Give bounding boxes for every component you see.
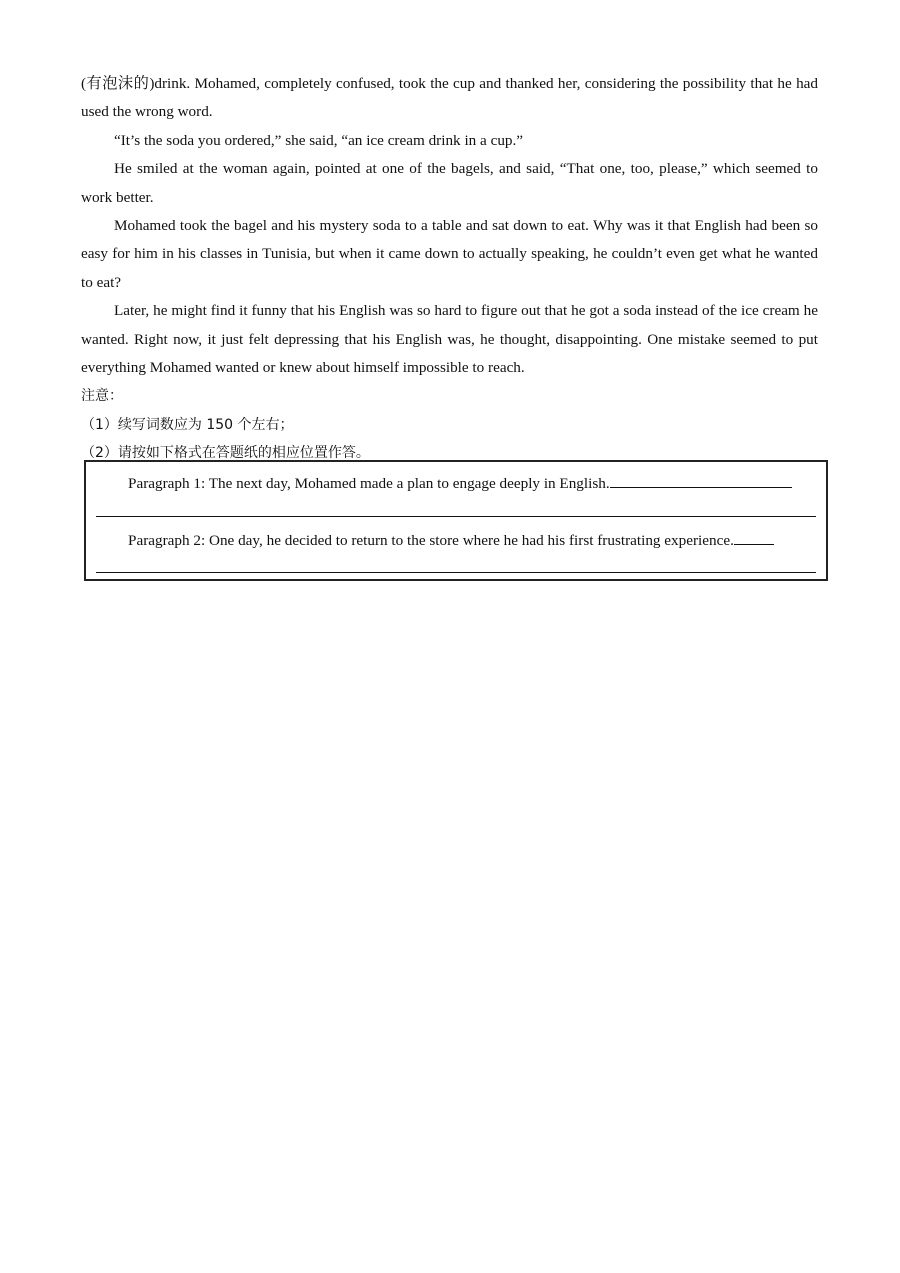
passage-paragraph-5: Later, he might find it funny that his English was so hard to figure out that he got a soda instead of the ice cream he wanted. Right now, it just felt depressing that his English was, he thought, disappointing. One mistake seemed to put everything Mohamed wanted or knew about himself impossible to reach. [81, 302, 818, 377]
passage-paragraph-1: (有泡沫的)drink. Mohamed, completely confused, took the cup and thanked her, considering the possibility that he had used the wrong word. [81, 75, 818, 121]
answer-line-1[interactable] [96, 516, 816, 517]
passage-paragraph-2: “It’s the soda you ordered,” she said, “an ice cream drink in a cup.” [114, 131, 524, 149]
paragraph-2-prompt [128, 529, 774, 551]
paragraph-1-blank[interactable] [610, 472, 792, 488]
notes-item-2: （2）请按如下格式在答题纸的相应位置作答。 [81, 445, 370, 462]
paragraph-2-blank[interactable] [734, 529, 774, 545]
paragraph-2-prompt-text: Paragraph 2: One day, he decided to return to the store where he had his first frustrating experience. [128, 532, 734, 549]
passage-paragraph-3: He smiled at the woman again, pointed at one of the bagels, and said, “That one, too, please,” which seemed to work better. [81, 160, 818, 206]
paragraph-1-prompt-text: Paragraph 1: The next day, Mohamed made a plan to engage deeply in English. [128, 475, 610, 492]
passage-body [81, 70, 818, 468]
paragraph-1-prompt [128, 472, 792, 494]
answer-line-2[interactable] [96, 572, 816, 573]
notes-item-1: （1）续写词数应为 150 个左右； [81, 416, 294, 433]
passage-paragraph-4: Mohamed took the bagel and his mystery soda to a table and sat down to eat. Why was it that English had been so easy for him in his classes in Tunisia, but when it came down to actually speaking, he couldn’t even get what he wanted to eat? [81, 217, 818, 291]
notes-heading: 注意： [81, 388, 123, 405]
answer-format-box [84, 460, 828, 581]
